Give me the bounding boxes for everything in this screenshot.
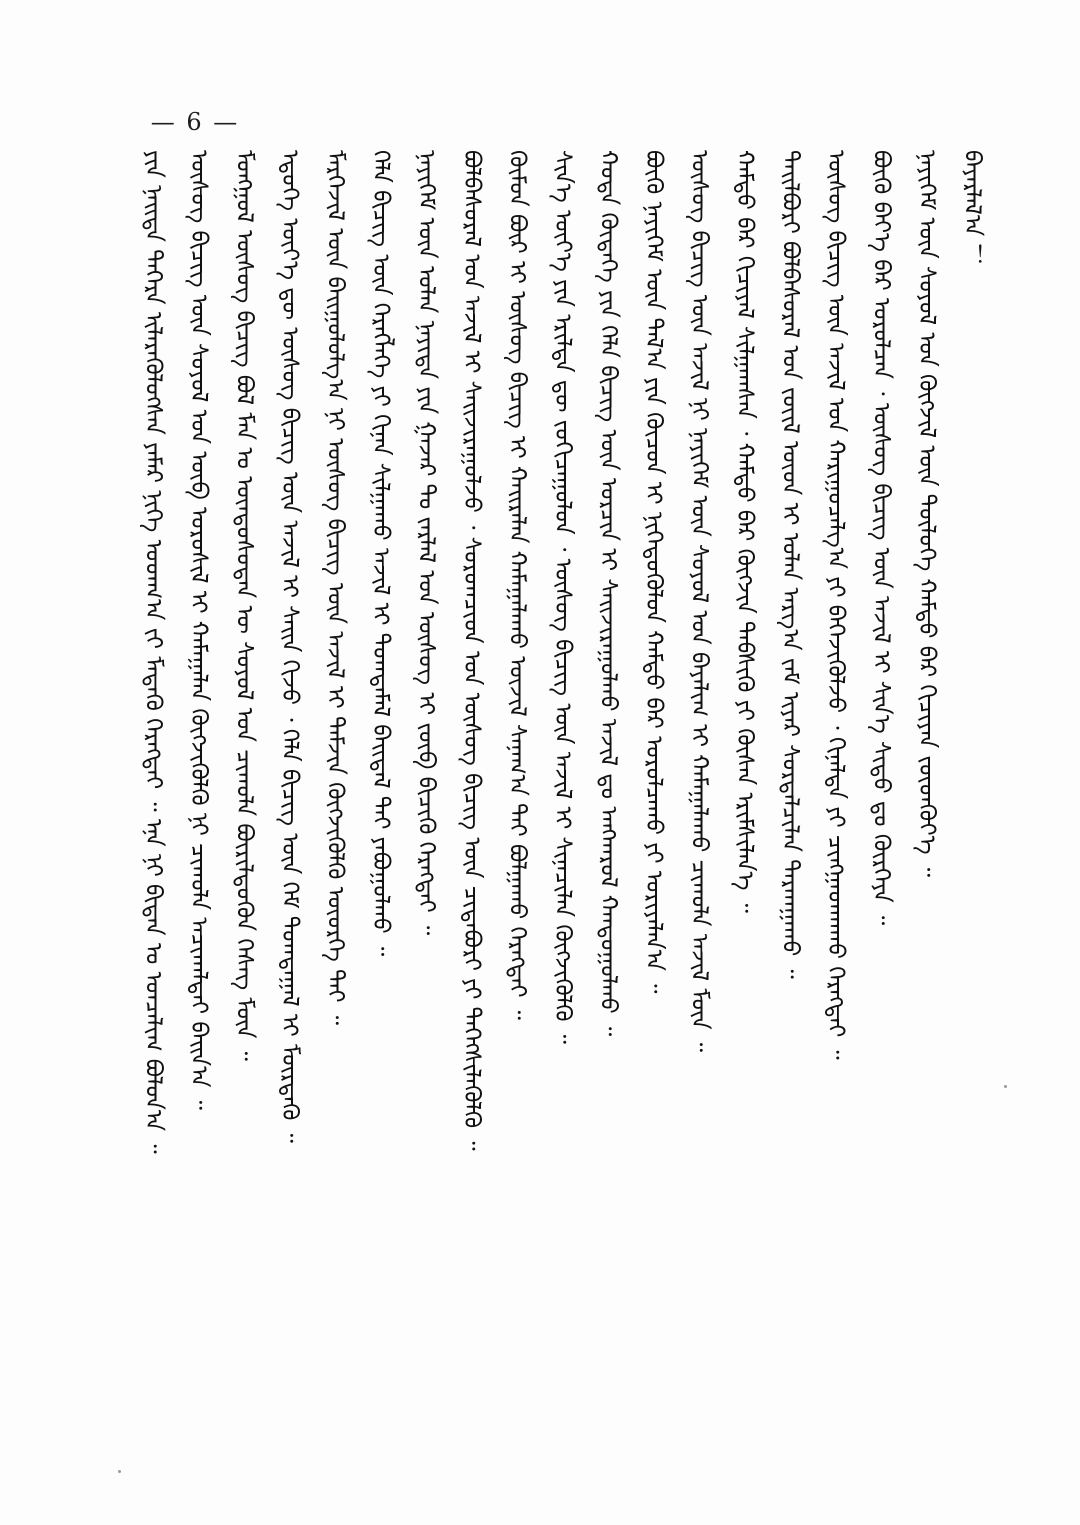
text-column-content: ᠬᠣᠲᠠ ᠬᠥᠳᠡᠭᠡ ᠶᠢᠨ ᠬᠡᠯᠡ ᠪᠢᠴᠢᠭ ᠦᠨ ᠣᠷᠴᠢᠨ ᠢ ᠰᠠᠢᠵᠢᠷᠠᠭᠤᠯᠬᠤ ᠠᠵᠢᠯ ᠳᠤ ᠠᠩᠬᠠᠷᠤᠯ ᠬᠠᠨᠳᠤᠭᠤᠯᠬᠤ ᠃ [595,150,621,1037]
text-column-content: ᠪᠦᠬᠦ ᠪᠡᠶ᠎ᠡ ᠪᠡᠷ ᠣᠷᠣᠯᠴᠠᠨ ᠂ ᠦᠰᠦᠭ ᠪᠢᠴᠢᠭ ᠦᠨ ᠠᠵᠢᠯ ᠢ ᠰᠢᠨ᠎ᠡ ᠰᠢᠲᠤ ᠳᠤ ᠬᠦᠷᠭᠡᠶᠡ ᠃ [868,150,894,926]
text-column-content: ᠨᠡᠶᠢᠭᠡᠮ ᠦᠨ ᠣᠯᠠᠨ ᠨᠡᠶᠢᠲᠡ ᠶᠢᠨ ᠭᠠᠵᠠᠷ ᠲᠤ ᠵᠠᠷᠯᠠᠯ ᠤᠨ ᠦᠰᠦᠭ ᠢ ᠵᠥᠪ ᠪᠢᠴᠢᠬᠦ ᠬᠡᠷᠡᠭᠲᠡᠢ ᠃ [413,150,439,936]
text-column-content: ᠪᠦᠬᠦ ᠨᠡᠶᠢᠭᠡᠮ ᠦᠨ ᠲᠠᠯ᠎ᠠ ᠶᠢᠨ ᠬᠦᠴᠦᠨ ᠢ ᠨᠢᠭᠡᠳᠦᠭᠦᠯᠦᠨ ᠬᠠᠮᠲᠤ ᠪᠡᠷ ᠣᠷᠣᠯᠴᠠᠬᠤ ᠶᠢ ᠤᠷᠢᠶᠠᠯᠠᠨ᠎ᠠ ᠃ [640,150,667,994]
text-column-content: ᠶᠢᠨ ᠨᠡᠢᠲᠡ ᠳᠡᠭᠡᠷᠡ ᠢᠯᠡᠷᠡᠭᠦᠯᠦᠭᠰᠡᠨ ᠶᠠᠮᠠᠷ ᠨᠢᠭᠡ ᠤᠳᠬ᠎ᠠ ᠵᠢ ᠮᠡᠳᠡᠬᠦ ᠬᠡᠷᠡᠭᠲᠡᠢ ᠃ ᠡᠨᠡ ᠨᠢ ᠪᠢᠳᠠᠨ ᠤ ᠣᠨᠴᠠᠯᠢᠭ ᠪᠣᠯᠤᠨ᠎ᠠ ᠃ [140,150,166,1154]
text-column-content: ᠬᠠᠮᠲᠤ ᠪᠡᠷ ᠬᠢᠴᠢᠶᠡᠯ ᠰᠢᠯᠭᠠᠭᠰᠠᠨ ᠂ ᠬᠠᠮᠲᠤ ᠪᠡᠷ ᠬᠥᠭᠵᠢᠨ ᠳᠡᠪᠰᠢᠬᠦ ᠶᠢ ᠬᠦᠰᠡᠨ ᠡᠷᠢᠮᠰᠢᠯᠡᠨ᠎ᠡ ᠃ [731,150,758,913]
text-column [412,150,440,1360]
text-column [640,150,668,1360]
text-column-content: ᠬᠡᠯᠡ ᠪᠢᠴᠢᠭ ᠦᠨ ᠬᠡᠷᠡᠭᠯᠡᠭᠡ ᠶᠢ ᠬᠢᠨᠠᠨ ᠰᠢᠯᠭᠠᠬᠤ ᠠᠵᠢᠯ ᠢ ᠲᠣᠭᠲᠠᠮᠠᠯ ᠪᠠᠢᠳᠠᠯ ᠲᠠᠢ ᠶᠠᠪᠤᠭᠤᠯᠬᠤ ᠃ [367,150,394,957]
text-column [685,150,713,1360]
text-column [913,150,941,1360]
text-column-content: ᠦᠰᠦᠭ ᠪᠢᠴᠢᠭ ᠦᠨ ᠠᠵᠢᠯ ᠤᠨ ᠬᠠᠷᠢᠭᠤᠴᠠᠯᠭ᠎ᠠ ᠶᠢ ᠪᠡᠬᠡᠵᠢᠭᠦᠯᠵᠦ ᠂ ᠬᠢᠨᠠᠯᠲᠠ ᠶᠢ ᠴᠢᠩᠭᠠᠳᠬᠠᠬᠤ ᠬᠡᠷᠡᠭᠲᠡᠢ ᠃ [822,150,849,1060]
text-column-content: ᠪᠠᠶᠠᠷᠯᠠᠯ᠎ᠠ ！ [959,150,985,267]
text-column [276,150,304,1360]
text-column-content: ᠮᠡᠷᠭᠡᠵᠢᠯ ᠦᠨ ᠪᠠᠢᠭᠤᠯᠤᠯᠭ᠎ᠠ ᠨᠢ ᠦᠰᠦᠭ ᠪᠢᠴᠢᠭ ᠦᠨ ᠠᠵᠢᠯ ᠢ ᠳᠡᠮᠵᠢᠨ ᠬᠥᠭᠵᠢᠭᠦᠯᠬᠦ ᠦᠦᠷᠭᠡ ᠲᠠᠢ ᠃ [322,150,348,1026]
text-column [594,150,622,1360]
text-column-content: ᠲᠠᠢᠯᠪᠤᠷᠢ ᠪᠣᠯᠪᠠᠰᠤᠷᠠᠯ ᠤᠨ ᠵᠦᠢᠯ ᠦᠳ ᠢ ᠣᠯᠠᠨ ᠠᠷᠭ᠎ᠠ ᠵᠠᠮ ᠢᠶᠠᠷ ᠰᠤᠷᠲᠠᠯᠴᠢᠯᠠᠨ ᠲᠠᠷᠬᠠᠭᠠᠬᠤ ᠃ [777,150,803,979]
text-column [139,150,167,1360]
text-column [230,150,258,1360]
text-column [503,150,531,1360]
text-column [822,150,850,1360]
scan-speck [1004,1085,1007,1088]
text-column [776,150,804,1360]
page-number: — 6 — [150,108,240,136]
text-column [958,150,986,1360]
text-column [731,150,759,1360]
text-column-content: ᠬᠦᠮᠦᠨ ᠪᠦᠷ ᠢ ᠦᠰᠦᠭ ᠪᠢᠴᠢᠭ ᠢ ᠬᠠᠢᠷᠠᠯᠠᠨ ᠬᠠᠮᠠᠭᠠᠯᠠᠬᠤ ᠦᠵᠢᠯ ᠰᠠᠨᠠᠭ᠎ᠠ ᠲᠠᠢ ᠪᠣᠯᠭᠠᠬᠤ ᠬᠡᠷᠡᠭᠲᠡᠢ ᠃ [504,150,530,1020]
text-column [321,150,349,1360]
text-column-content: ᠪᠣᠯᠪᠠᠰᠤᠷᠠᠯ ᠤᠨ ᠠᠵᠢᠯ ᠢ ᠰᠠᠢᠵᠢᠷᠠᠭᠤᠯᠵᠤ ᠂ ᠰᠤᠷᠤᠭᠴᠢᠳ ᠤᠨ ᠦᠰᠦᠭ ᠪᠢᠴᠢᠭ ᠦᠨ ᠴᠢᠳᠠᠪᠤᠷᠢ ᠶᠢ ᠳᠡᠭᠡᠭᠰᠢᠯᠡᠭᠦᠯᠬᠦ ᠃ [458,150,485,1151]
text-column [185,150,213,1360]
text-column [549,150,577,1360]
scan-speck [118,1470,121,1473]
text-column-content: ᠦᠰᠦᠭ ᠪᠢᠴᠢᠭ ᠦᠨ ᠠᠵᠢᠯ ᠨᠢ ᠨᠡᠶᠢᠭᠡᠮ ᠦᠨ ᠰᠣᠶᠣᠯ ᠤᠨ ᠪᠠᠶᠠᠯᠢᠭ ᠢ ᠬᠠᠮᠠᠭᠠᠯᠠᠬᠤ ᠴᠢᠬᠤᠯᠠ ᠠᠵᠢᠯ ᠮᠥᠨ ᠃ [686,150,712,1052]
text-column-content: ᠡᠳᠦᠭᠡ ᠦᠶ᠎ᠡ ᠳᠦ ᠦᠰᠦᠭ ᠪᠢᠴᠢᠭ ᠦᠨ ᠠᠵᠢᠯ ᠢ ᠰᠠᠢᠨ ᠬᠢᠵᠦ ᠂ ᠬᠡᠯᠡ ᠪᠢᠴᠢᠭ ᠦᠨ ᠬᠡᠮ ᠲᠣᠭᠲᠠᠭᠠᠯ ᠢ ᠮᠦᠷᠳᠡᠬᠦ ᠃ [276,150,303,1143]
text-column [367,150,395,1360]
text-column-content: ᠮᠣᠩᠭᠣᠯ ᠦᠰᠦᠭ ᠪᠢᠴᠢᠭ ᠪᠣᠯ ᠮᠠᠨ ᠤ ᠦᠨᠳᠦᠰᠦᠲᠡᠨ ᠦ ᠰᠣᠶᠣᠯ ᠤᠨ ᠴᠢᠬᠤᠯᠠ ᠪᠦᠷᠢᠯᠳᠦᠬᠦᠨ ᠬᠡᠰᠡᠭ ᠮᠥᠨ ᠃ [231,150,257,1061]
text-column [458,150,486,1360]
text-column-content: ᠨᠡᠶᠢᠭᠡᠮ ᠦᠨ ᠰᠣᠶᠣᠯ ᠤᠨ ᠬᠥᠭᠵᠢᠯ ᠦᠨ ᠲᠥᠯᠦᠭᠡ ᠬᠠᠮᠲᠤ ᠪᠡᠷ ᠬᠢᠴᠢᠶᠡᠨ ᠵᠦᠳᠭᠦᠶ᠎ᠡ ᠃ [913,150,940,878]
text-column [867,150,895,1360]
text-column-content: ᠦᠰᠦᠭ ᠪᠢᠴᠢᠭ ᠦᠨ ᠰᠣᠶᠣᠯ ᠤᠨ ᠦᠪ ᠣᠷᠤᠰᠢᠯ ᠢ ᠬᠠᠮᠠᠭᠠᠯᠠᠨ ᠬᠥᠭᠵᠢᠭᠦᠯᠬᠦ ᠨᠢ ᠴᠢᠬᠤᠯᠠ ᠠᠴᠢᠬᠠᠯᠲᠠᠢ ᠪᠠᠢᠨ᠎ᠠ ᠃ [185,150,212,1110]
mongolian-vertical-text-body [105,150,985,1360]
text-column-content: ᠰᠢᠨ᠎ᠡ ᠦᠶ᠎ᠡ ᠶᠢᠨ ᠡᠷᠢᠯᠲᠡ ᠳᠦ ᠵᠣᠬᠢᠴᠠᠭᠤᠯᠤᠨ ᠂ ᠦᠰᠦᠭ ᠪᠢᠴᠢᠭ ᠦᠨ ᠠᠵᠢᠯ ᠢ ᠰᠢᠨᠡᠴᠢᠯᠡᠨ ᠬᠥᠭᠵᠢᠭᠦᠯᠬᠦ ᠃ [549,150,576,1044]
